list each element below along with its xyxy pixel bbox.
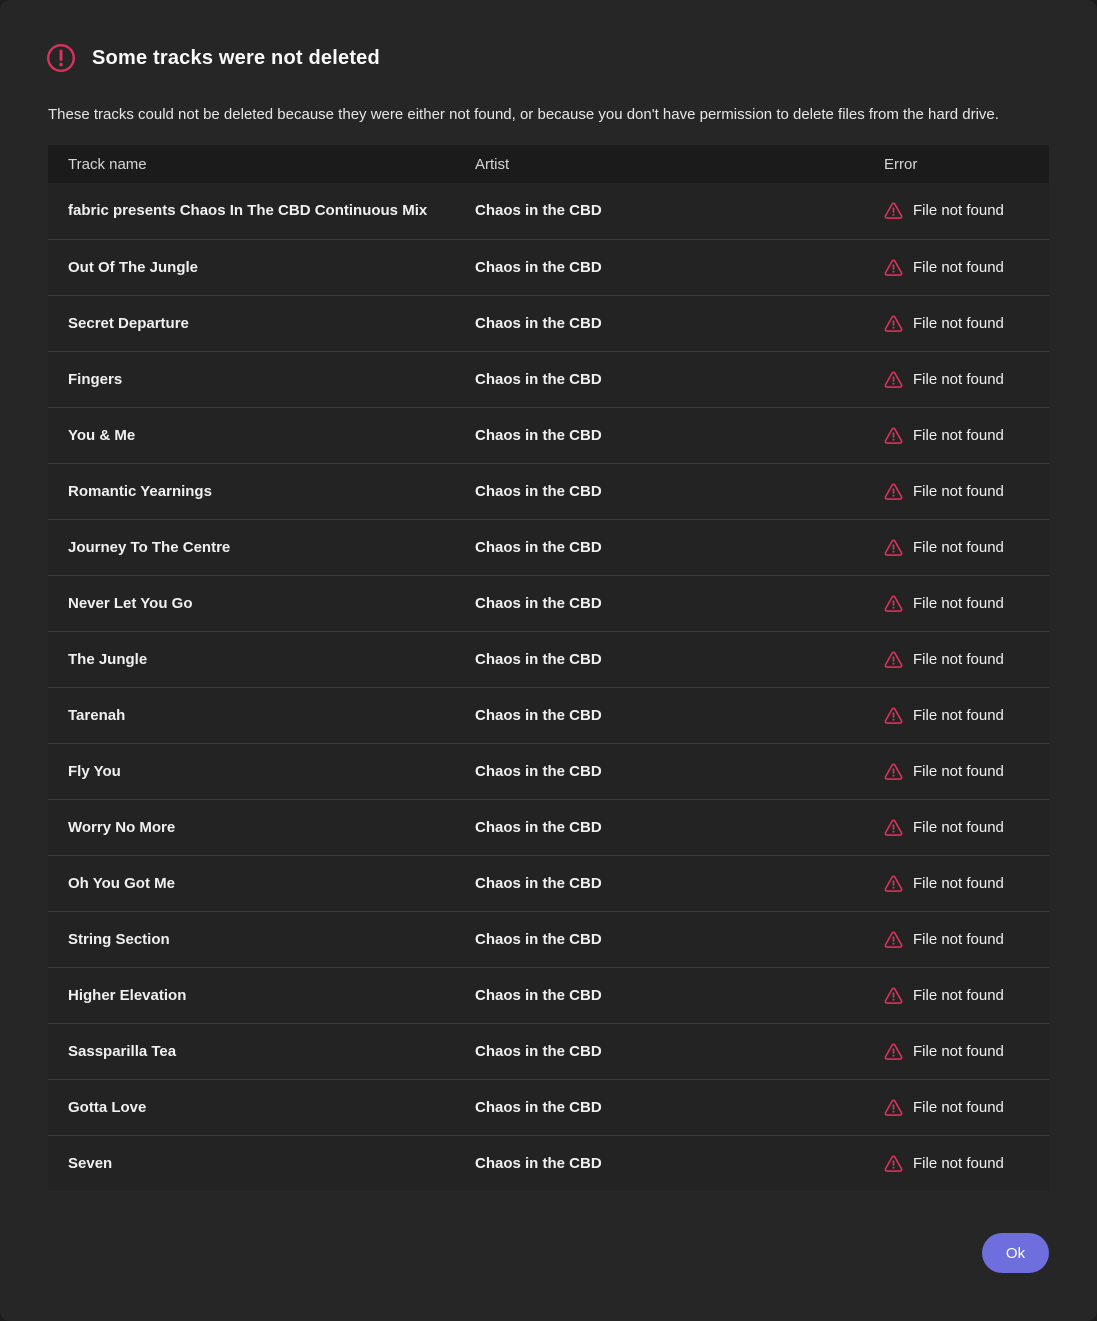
warning-triangle-icon <box>884 539 903 556</box>
error-cell <box>884 407 1049 463</box>
error-text: File not found <box>913 874 1004 892</box>
error-cell <box>884 855 1049 911</box>
page-title: Some tracks were not deleted <box>92 46 380 69</box>
artist-cell: Chaos in the CBD <box>475 911 884 967</box>
track-name-cell: Sassparilla Tea <box>48 1023 475 1079</box>
error-text: File not found <box>913 202 1004 220</box>
error-text: File not found <box>913 538 1004 556</box>
artist-cell: Chaos in the CBD <box>475 351 884 407</box>
table-row <box>48 743 1049 799</box>
error-cell <box>884 1135 1049 1191</box>
dialog-header <box>46 42 1049 74</box>
track-name-cell: The Jungle <box>48 631 475 687</box>
error-cell <box>884 1023 1049 1079</box>
warning-triangle-icon <box>884 987 903 1004</box>
dialog-description: These tracks could not be deleted because they were either not found, or because you don't have permission to delete files from the hard drive. <box>48 106 999 123</box>
tracks-table-body <box>48 183 1049 1191</box>
track-name-cell: Higher Elevation <box>48 967 475 1023</box>
artist-cell: Chaos in the CBD <box>475 743 884 799</box>
error-text: File not found <box>913 258 1004 276</box>
artist-cell: Chaos in the CBD <box>475 407 884 463</box>
track-name-cell: Worry No More <box>48 799 475 855</box>
column-header-error: Error <box>884 145 1049 183</box>
table-row <box>48 1079 1049 1135</box>
track-name-cell: Oh You Got Me <box>48 855 475 911</box>
track-name-cell: Tarenah <box>48 687 475 743</box>
table-row <box>48 1135 1049 1191</box>
error-text: File not found <box>913 818 1004 836</box>
artist-cell: Chaos in the CBD <box>475 1135 884 1191</box>
error-cell <box>884 351 1049 407</box>
artist-cell: Chaos in the CBD <box>475 463 884 519</box>
artist-cell: Chaos in the CBD <box>475 295 884 351</box>
error-cell <box>884 967 1049 1023</box>
table-row <box>48 575 1049 631</box>
error-text: File not found <box>913 650 1004 668</box>
error-text: File not found <box>913 930 1004 948</box>
error-text: File not found <box>913 1098 1004 1116</box>
warning-triangle-icon <box>884 819 903 836</box>
error-text: File not found <box>913 986 1004 1004</box>
table-row <box>48 183 1049 239</box>
track-name-cell: Secret Departure <box>48 295 475 351</box>
error-text: File not found <box>913 594 1004 612</box>
error-cell <box>884 743 1049 799</box>
table-row <box>48 967 1049 1023</box>
table-row <box>48 239 1049 295</box>
table-row <box>48 519 1049 575</box>
track-name-cell: Never Let You Go <box>48 575 475 631</box>
warning-triangle-icon <box>884 427 903 444</box>
tracks-table-header <box>48 145 1049 183</box>
artist-cell: Chaos in the CBD <box>475 1079 884 1135</box>
warning-triangle-icon <box>884 315 903 332</box>
column-header-artist: Artist <box>475 145 884 183</box>
warning-triangle-icon <box>884 259 903 276</box>
track-name-cell: Journey To The Centre <box>48 519 475 575</box>
track-name-cell: Out Of The Jungle <box>48 239 475 295</box>
error-cell <box>884 575 1049 631</box>
artist-cell: Chaos in the CBD <box>475 183 884 239</box>
error-cell <box>884 687 1049 743</box>
error-cell <box>884 295 1049 351</box>
artist-cell: Chaos in the CBD <box>475 519 884 575</box>
dialog-footer <box>48 1233 1049 1273</box>
track-name-cell: Romantic Yearnings <box>48 463 475 519</box>
track-name-cell: Gotta Love <box>48 1079 475 1135</box>
artist-cell: Chaos in the CBD <box>475 631 884 687</box>
artist-cell: Chaos in the CBD <box>475 799 884 855</box>
error-text: File not found <box>913 1042 1004 1060</box>
artist-cell: Chaos in the CBD <box>475 967 884 1023</box>
warning-triangle-icon <box>884 707 903 724</box>
error-cell <box>884 463 1049 519</box>
error-text: File not found <box>913 706 1004 724</box>
warning-triangle-icon <box>884 483 903 500</box>
table-row <box>48 463 1049 519</box>
error-text: File not found <box>913 314 1004 332</box>
error-cell <box>884 799 1049 855</box>
warning-triangle-icon <box>884 595 903 612</box>
track-name-cell: fabric presents Chaos In The CBD Continuous Mix <box>48 183 475 239</box>
table-row <box>48 295 1049 351</box>
warning-triangle-icon <box>884 202 903 219</box>
warning-triangle-icon <box>884 371 903 388</box>
error-text: File not found <box>913 426 1004 444</box>
artist-cell: Chaos in the CBD <box>475 855 884 911</box>
warning-triangle-icon <box>884 1043 903 1060</box>
error-cell <box>884 1079 1049 1135</box>
warning-triangle-icon <box>884 931 903 948</box>
table-row <box>48 631 1049 687</box>
error-cell <box>884 519 1049 575</box>
table-row <box>48 407 1049 463</box>
warning-triangle-icon <box>884 875 903 892</box>
warning-triangle-icon <box>884 1099 903 1116</box>
table-row <box>48 351 1049 407</box>
error-cell <box>884 183 1049 239</box>
track-name-cell: Fingers <box>48 351 475 407</box>
warning-triangle-icon <box>884 1155 903 1172</box>
table-row <box>48 1023 1049 1079</box>
warning-triangle-icon <box>884 763 903 780</box>
track-name-cell: Fly You <box>48 743 475 799</box>
tracks-table <box>48 145 1049 1191</box>
ok-button[interactable]: Ok <box>982 1233 1049 1273</box>
artist-cell: Chaos in the CBD <box>475 575 884 631</box>
table-row <box>48 911 1049 967</box>
table-row <box>48 799 1049 855</box>
table-row <box>48 855 1049 911</box>
track-name-cell: Seven <box>48 1135 475 1191</box>
warning-triangle-icon <box>884 651 903 668</box>
error-text: File not found <box>913 482 1004 500</box>
alert-circle-icon <box>46 43 76 73</box>
column-header-track-name: Track name <box>48 145 475 183</box>
table-row <box>48 687 1049 743</box>
error-cell <box>884 911 1049 967</box>
artist-cell: Chaos in the CBD <box>475 239 884 295</box>
error-text: File not found <box>913 762 1004 780</box>
track-name-cell: String Section <box>48 911 475 967</box>
error-text: File not found <box>913 1154 1004 1172</box>
artist-cell: Chaos in the CBD <box>475 687 884 743</box>
track-name-cell: You & Me <box>48 407 475 463</box>
error-text: File not found <box>913 370 1004 388</box>
error-cell <box>884 631 1049 687</box>
error-cell <box>884 239 1049 295</box>
artist-cell: Chaos in the CBD <box>475 1023 884 1079</box>
